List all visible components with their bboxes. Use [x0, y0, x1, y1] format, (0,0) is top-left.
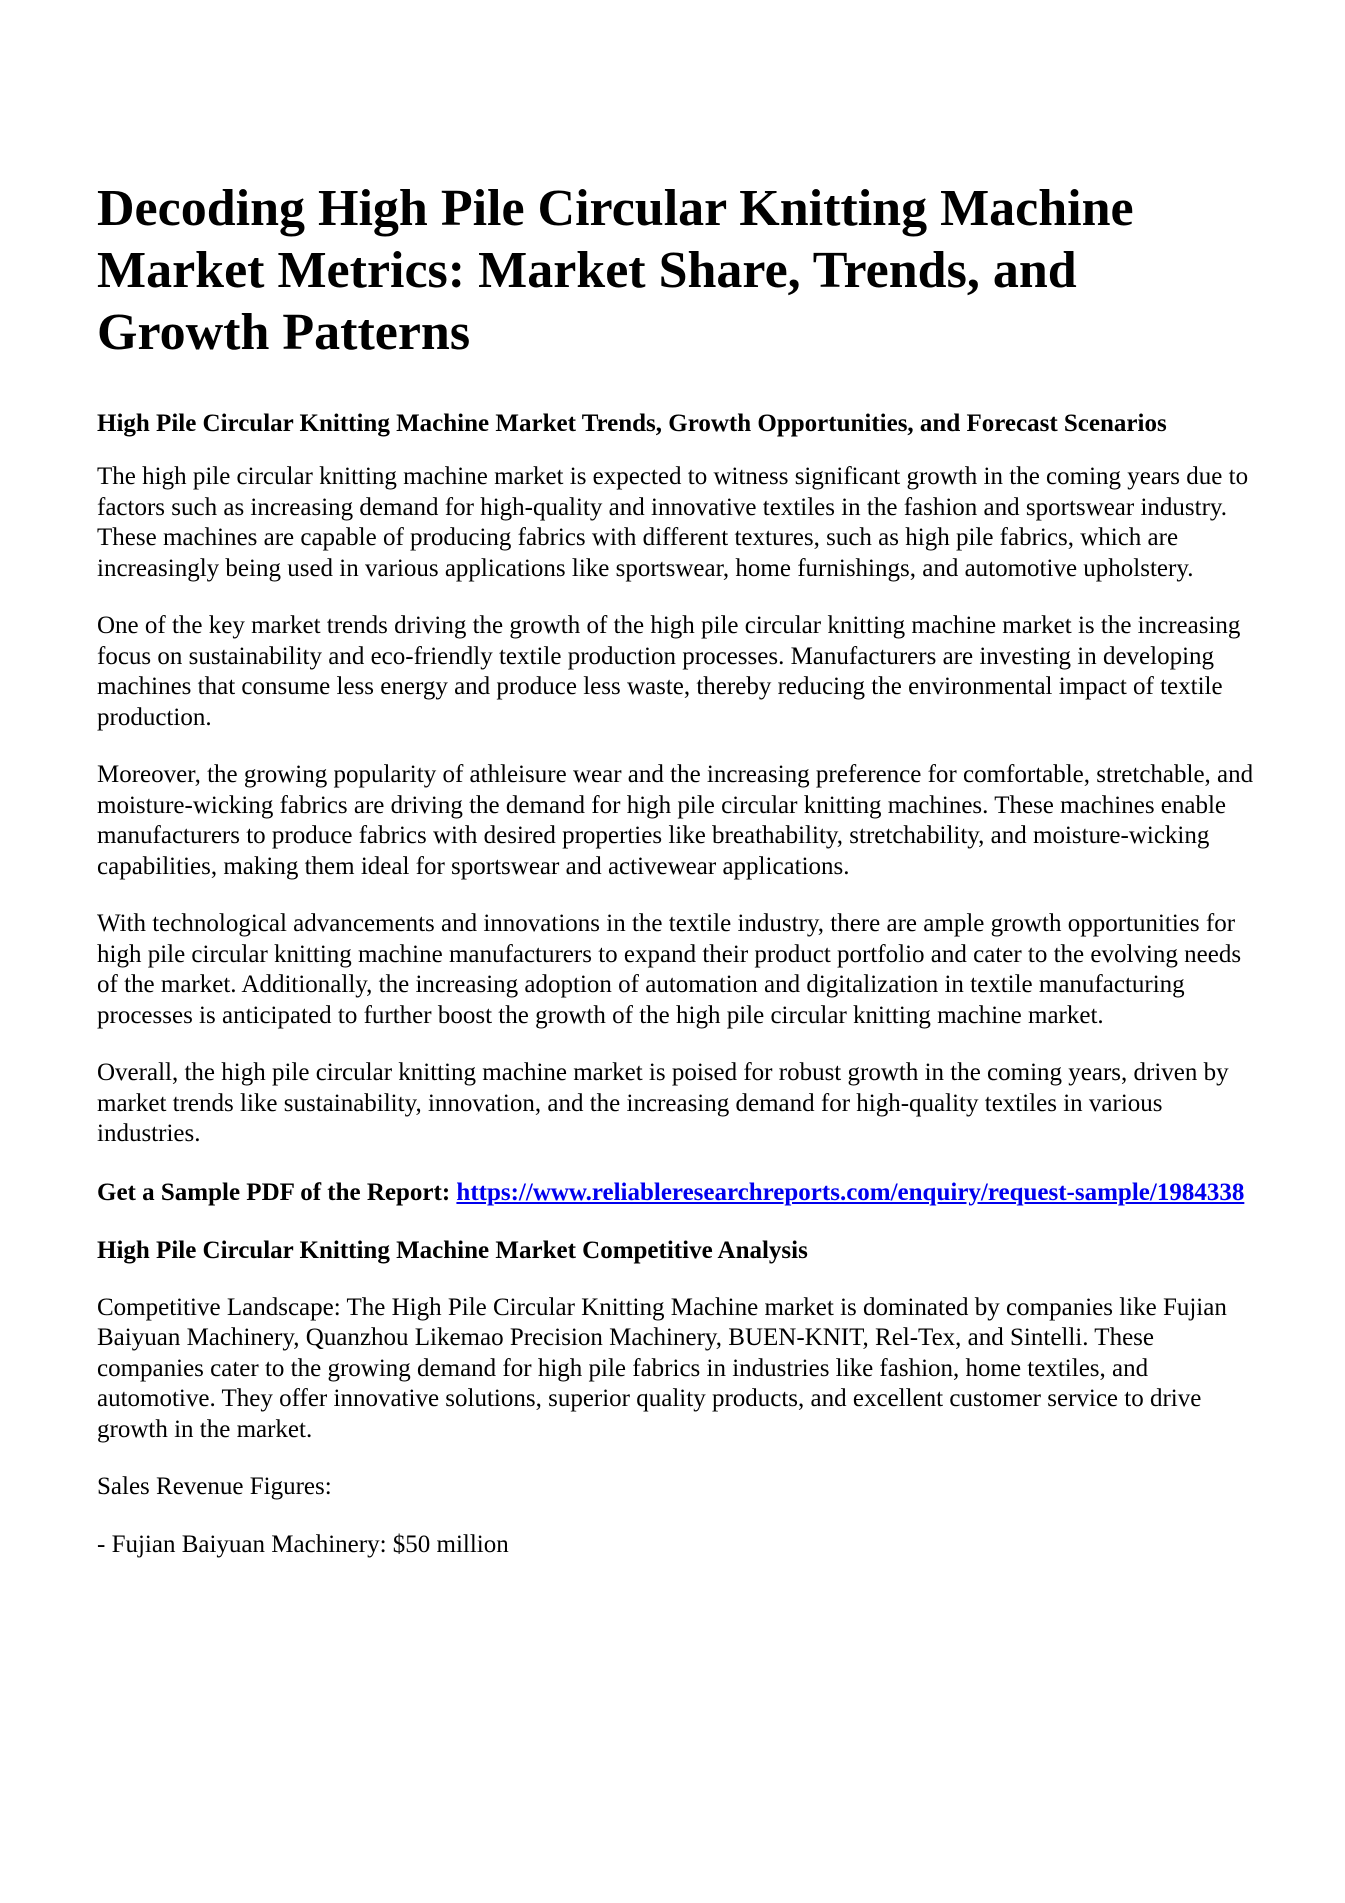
document-page: [97, 178, 1257, 1587]
paragraph-sustainability: One of the key market trends driving the growth of the high pile circular knitting machine market is the increasing focus on sustainability and eco-friendly textile production processes. Manufacturers are investing in developing machines that consume less energy and produce less waste, thereby reducing the environmental impact of textile production.: [97, 612, 1241, 731]
document-subtitle: High Pile Circular Knitting Machine Market Trends, Growth Opportunities, and Forecast Scenarios: [97, 410, 1167, 437]
paragraph-opportunities: With technological advancements and innovations in the textile industry, there are ample growth opportunities for high pile circular knitting machine manufacturers to expand their product portfolio and cater to the evolving needs of the market. Additionally, the increasing adoption of automation and digitalization in textile manufacturing processes is anticipated to further boost the growth of the high pile circular knitting machine market.: [97, 910, 1242, 1029]
paragraph-overall: Overall, the high pile circular knitting machine market is poised for robust growth in the coming years, driven by market trends like sustainability, innovation, and the increasing demand for high-quality textiles in various industries.: [97, 1059, 1229, 1147]
sample-pdf-label: Get a Sample PDF of the Report:: [97, 1178, 451, 1206]
paragraph-market-growth: The high pile circular knitting machine market is expected to witness significant growth in the coming years due to factors such as increasing demand for high-quality and innovative textiles in the fashion and sportswear industry. These machines are capable of producing fabrics with different textures, such as high pile fabrics, which are increasingly being used in various applications like sportswear, home furnishings, and automotive upholstery.: [97, 463, 1249, 582]
sales-revenue-item: - Fujian Baiyuan Machinery: $50 million: [97, 1530, 509, 1558]
sample-pdf-link[interactable]: https://www.reliableresearchreports.com/enquiry/request-sample/1984338: [456, 1178, 1245, 1206]
competitive-landscape-paragraph: Competitive Landscape: The High Pile Circular Knitting Machine market is dominated by companies like Fujian Baiyuan Machinery, Quanzhou Likemao Precision Machinery, BUEN-KNIT, Rel-Tex, and Sintelli. These companies cater to the growing demand for high pile fabrics in industries like fashion, home textiles, and automotive. They offer innovative solutions, superior quality products, and excellent customer service to drive growth in the market.: [97, 1293, 1227, 1443]
paragraph-athleisure: Moreover, the growing popularity of athleisure wear and the increasing preference for comfortable, stretchable, and moisture-wicking fabrics are driving the demand for high pile circular knitting machines. These machines enable manufacturers to produce fabrics with desired properties like breathability, stretchability, and moisture-wicking capabilities, making them ideal for sportswear and activewear applications.: [97, 761, 1254, 880]
document-title: Decoding High Pile Circular Knitting Machine Market Metrics: Market Share, Trends, and Growth Patterns: [97, 180, 1134, 361]
sales-revenue-heading: Sales Revenue Figures:: [97, 1473, 332, 1500]
competitive-analysis-heading: High Pile Circular Knitting Machine Market Competitive Analysis: [97, 1236, 808, 1264]
sample-pdf-line: [97, 1177, 1257, 1208]
